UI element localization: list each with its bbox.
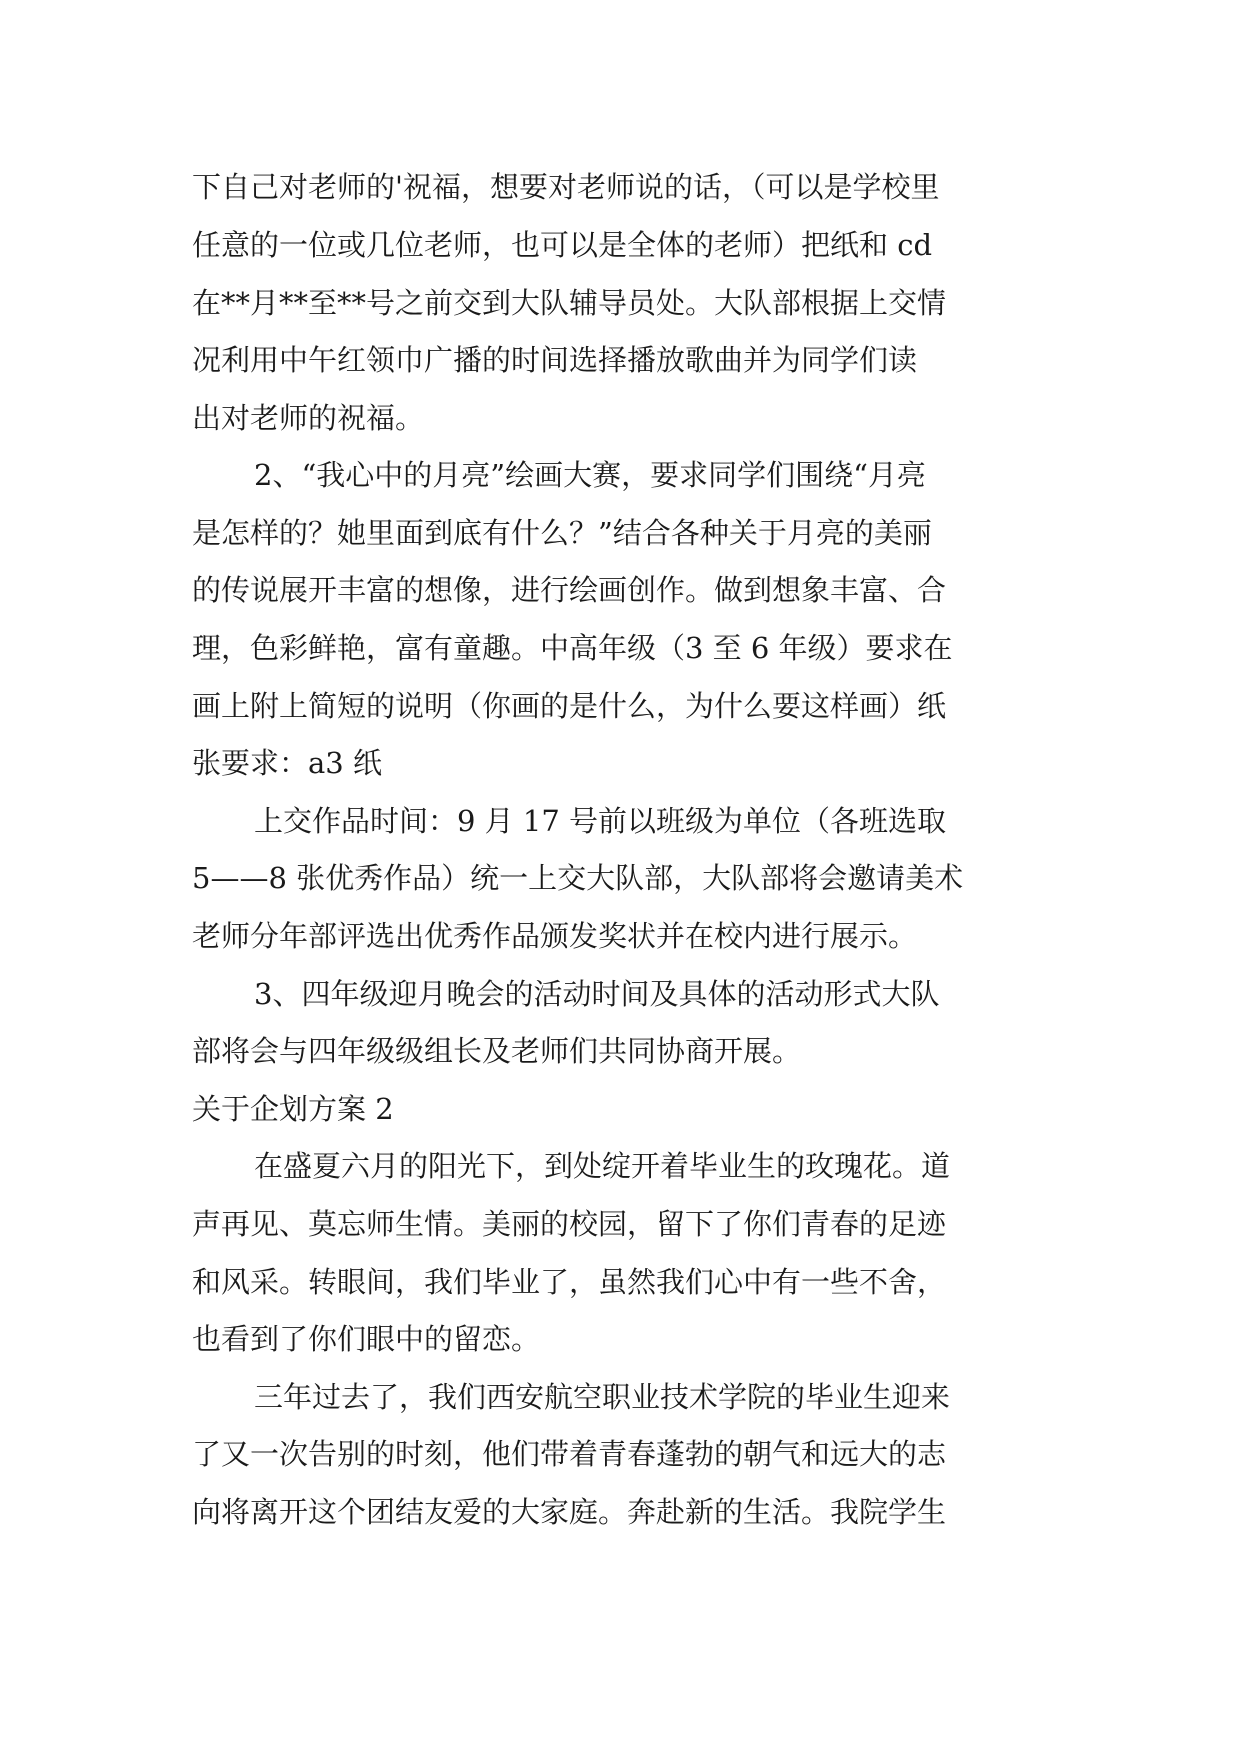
text-line: 声再见、莫忘师生情。美丽的校园，留下了你们青春的足迹 — [192, 1207, 947, 1241]
text-line: 5——8 张优秀作品）统一上交大队部，大队部将会邀请美术 — [192, 861, 964, 895]
text-line: 在**月**至**号之前交到大队辅导员处。大队部根据上交情 — [192, 286, 947, 320]
text-line: 和风采。转眼间，我们毕业了，虽然我们心中有一些不舍， — [192, 1265, 947, 1299]
text-line: 部将会与四年级级组长及老师们共同协商开展。 — [192, 1034, 802, 1068]
text-line: 张要求：a3 纸 — [192, 746, 382, 780]
text-line: 向将离开这个团结友爱的大家庭。奔赴新的生活。我院学生 — [192, 1495, 947, 1529]
text-line: 老师分年部评选出优秀作品颁发奖状并在校内进行展示。 — [192, 919, 918, 953]
text-line: 上交作品时间：9 月 17 号前以班级为单位（各班选取 — [254, 804, 947, 838]
text-line: 是怎样的？她里面到底有什么？”结合各种关于月亮的美丽 — [192, 516, 932, 550]
text-line: 况利用中午红领巾广播的时间选择播放歌曲并为同学们读 — [192, 343, 918, 377]
text-line: 画上附上简短的说明（你画的是什么，为什么要这样画）纸 — [192, 689, 947, 723]
section-heading: 关于企划方案 2 — [192, 1092, 394, 1126]
text-line: 2、“我心中的月亮”绘画大赛，要求同学们围绕“月亮 — [254, 458, 926, 492]
text-line: 下自己对老师的'祝福，想要对老师说的话，（可以是学校里 — [192, 170, 940, 204]
text-line: 也看到了你们眼中的留恋。 — [192, 1322, 541, 1356]
text-line: 3、四年级迎月晚会的活动时间及具体的活动形式大队 — [254, 977, 940, 1011]
text-line: 了又一次告别的时刻，他们带着青春蓬勃的朝气和远大的志 — [192, 1437, 947, 1471]
text-line: 出对老师的祝福。 — [192, 401, 425, 435]
text-line: 三年过去了，我们西安航空职业技术学院的毕业生迎来 — [254, 1380, 951, 1414]
text-line: 任意的一位或几位老师，也可以是全体的老师）把纸和 cd — [192, 228, 933, 262]
text-line: 的传说展开丰富的想像，进行绘画创作。做到想象丰富、合 — [192, 573, 947, 607]
text-line: 理，色彩鲜艳，富有童趣。中高年级（3 至 6 年级）要求在 — [192, 631, 953, 665]
text-line: 在盛夏六月的阳光下，到处绽开着毕业生的玫瑰花。道 — [254, 1149, 951, 1183]
